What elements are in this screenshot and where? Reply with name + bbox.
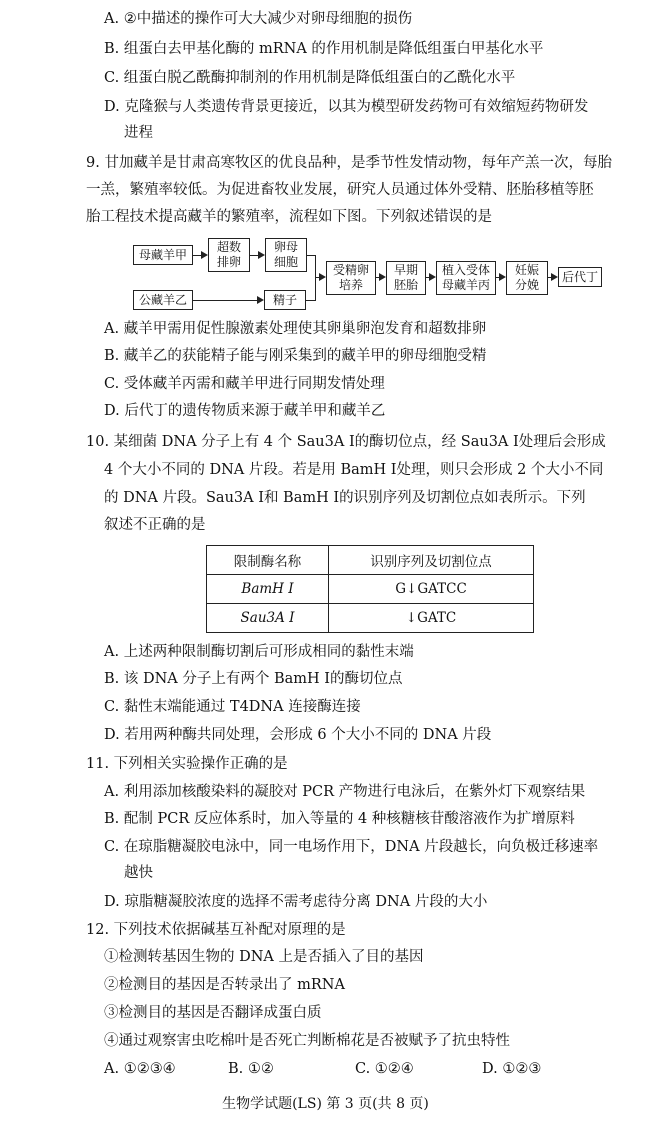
table-cell-enzyme: BamH Ⅰ [207, 575, 329, 604]
table-cell-sequence: ↓GATC [329, 604, 534, 633]
q12-item-1: ①检测转基因生物的 DNA 上是否插入了目的基因 [104, 949, 424, 965]
q10-stem-line2: 4 个大小不同的 DNA 片段。若是用 BamH Ⅰ处理，则只会形成 2 个大小不同 [104, 462, 604, 478]
q9-option-a: A. 藏羊甲需用促性腺激素处理使其卵巢卵泡发育和超数排卵 [104, 321, 487, 337]
q10-option-d: D. 若用两种酶共同处理，会形成 6 个大小不同的 DNA 片段 [104, 727, 492, 743]
q11-option-c-continued: 越快 [124, 865, 153, 881]
q11-option-a: A. 利用添加核酸染料的凝胶对 PCR 产物进行电泳后，在紫外灯下观察结果 [104, 784, 586, 800]
q10-stem-line3: 的 DNA 片段。Sau3A Ⅰ和 BamH Ⅰ的识别序列及切割位点如表所示。下列 [104, 490, 586, 506]
table-row [207, 604, 534, 633]
restriction-enzyme-table [206, 545, 534, 633]
flow-superovulation: 超数 排卵 [208, 238, 250, 272]
table-cell-sequence: G↓GATCC [329, 575, 534, 604]
q10-option-b: B. 该 DNA 分子上有两个 BamH Ⅰ的酶切位点 [104, 671, 403, 687]
q10-stem-line4: 叙述不正确的是 [104, 517, 206, 533]
page-footer: 生物学试题(LS) 第 3 页(共 8 页) [222, 1096, 429, 1112]
table-header-enzyme: 限制酶名称 [207, 546, 329, 575]
flow-oocyte: 卵母 细胞 [265, 238, 307, 272]
q9-stem-line1: 9. 甘加藏羊是甘肃高寒牧区的优良品种，是季节性发情动物，每年产羔一次，每胎 [86, 155, 612, 171]
table-header-sequence: 识别序列及切割位点 [329, 546, 534, 575]
q11-stem: 11. 下列相关实验操作正确的是 [86, 756, 288, 772]
flow-sperm: 精子 [264, 290, 306, 310]
q12-item-3: ③检测目的基因是否翻译成蛋白质 [104, 1005, 322, 1021]
q8-option-d: D. 克隆猴与人类遗传背景更接近，以其为模型研发药物可有效缩短药物研发 [104, 99, 589, 115]
q8-option-c: C. 组蛋白脱乙酰酶抑制剂的作用机制是降低组蛋白的乙酰化水平 [104, 70, 516, 86]
q12-option-c: C. ①②④ [355, 1061, 414, 1077]
q12-stem: 12. 下列技术依据碱基互补配对原理的是 [86, 922, 346, 938]
q9-option-d: D. 后代丁的遗传物质来源于藏羊甲和藏羊乙 [104, 403, 386, 419]
q12-option-a: A. ①②③④ [104, 1061, 176, 1077]
flow-zygote-culture: 受精卵 培养 [326, 261, 376, 295]
q12-option-d: D. ①②③ [482, 1061, 542, 1077]
flow-ram-b: 公藏羊乙 [133, 290, 193, 310]
flow-ewe-a: 母藏羊甲 [133, 245, 193, 265]
q9-option-b: B. 藏羊乙的获能精子能与刚采集到的藏羊甲的卵母细胞受精 [104, 348, 487, 364]
q12-item-2: ②检测目的基因是否转录出了 mRNA [104, 977, 345, 993]
flow-embryo-transfer: 植入受体 母藏羊丙 [436, 261, 496, 295]
q11-option-d: D. 琼脂糖凝胶浓度的选择不需考虑待分离 DNA 片段的大小 [104, 894, 488, 910]
q8-option-b: B. 组蛋白去甲基化酶的 mRNA 的作用机制是降低组蛋白甲基化水平 [104, 41, 544, 57]
flow-offspring: 后代丁 [558, 267, 602, 287]
q12-option-b: B. ①② [228, 1061, 274, 1077]
q9-option-c: C. 受体藏羊丙需和藏羊甲进行同期发情处理 [104, 376, 385, 392]
q10-stem-line1: 10. 某细菌 DNA 分子上有 4 个 Sau3A Ⅰ的酶切位点，经 Sau3A Ⅰ处理后会形成 [86, 434, 606, 450]
flow-pregnancy-birth: 妊娠 分娩 [506, 261, 548, 295]
q11-option-c: C. 在琼脂糖凝胶电泳中，同一电场作用下，DNA 片段越长，向负极迁移速率 [104, 839, 599, 855]
q8-option-a: A. ②中描述的操作可大大减少对卵母细胞的损伤 [104, 11, 413, 27]
flow-early-embryo: 早期 胚胎 [386, 261, 426, 295]
q12-item-4: ④通过观察害虫吃棉叶是否死亡判断棉花是否被赋予了抗虫特性 [104, 1033, 510, 1049]
q9-stem-line2: 一羔，繁殖率较低。为促进畜牧业发展，研究人员通过体外受精、胚胎移植等胚 [86, 182, 594, 198]
q10-option-c: C. 黏性末端能通过 T4DNA 连接酶连接 [104, 699, 361, 715]
q10-option-a: A. 上述两种限制酶切割后可形成相同的黏性末端 [104, 644, 414, 660]
table-header-row [207, 546, 534, 575]
q9-stem-line3: 胎工程技术提高藏羊的繁殖率，流程如下图。下列叙述错误的是 [86, 209, 492, 225]
table-cell-enzyme: Sau3A Ⅰ [207, 604, 329, 633]
q11-option-b: B. 配制 PCR 反应体系时，加入等量的 4 种核糖核苷酸溶液作为扩增原料 [104, 811, 575, 827]
q8-option-d-continued: 进程 [124, 125, 153, 141]
table-row [207, 575, 534, 604]
